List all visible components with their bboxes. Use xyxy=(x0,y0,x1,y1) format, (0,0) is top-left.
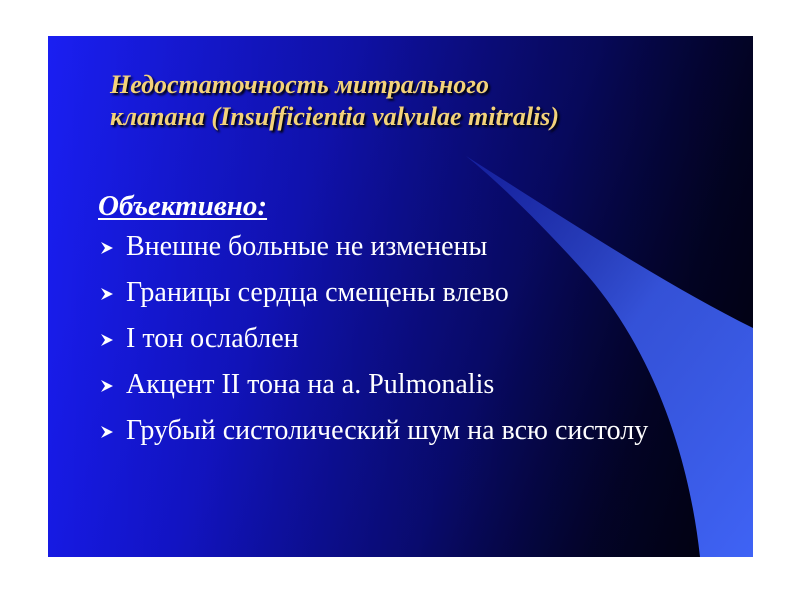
arrowhead-bullet-icon xyxy=(100,241,114,255)
section-heading: Объективно: xyxy=(98,190,268,222)
bullet-text: Внешне больные не изменены xyxy=(126,231,488,262)
bullet-item xyxy=(100,231,740,262)
slide-title-line-1: Недостаточность митрального xyxy=(110,70,489,99)
bullet-item xyxy=(100,323,740,354)
slide xyxy=(48,36,753,557)
bullet-text: I тон ослаблен xyxy=(126,323,299,354)
slide-title xyxy=(110,69,730,133)
bullet-item xyxy=(100,277,740,308)
arrowhead-bullet-icon xyxy=(100,333,114,347)
arrowhead-bullet-icon xyxy=(100,287,114,301)
arrowhead-bullet-icon xyxy=(100,425,114,439)
arrowhead-bullet-icon xyxy=(100,379,114,393)
bullet-text: Акцент II тона на a. Pulmonalis xyxy=(126,369,495,400)
bullet-text: Грубый систолический шум на всю систолу xyxy=(126,415,649,446)
bullet-list xyxy=(100,231,740,461)
slide-title-line-2: клапана (Insufficientia valvulae mitralis) xyxy=(110,102,560,131)
bullet-text: Границы сердца смещены влево xyxy=(126,277,509,308)
bullet-item xyxy=(100,415,740,446)
bullet-item xyxy=(100,369,740,400)
